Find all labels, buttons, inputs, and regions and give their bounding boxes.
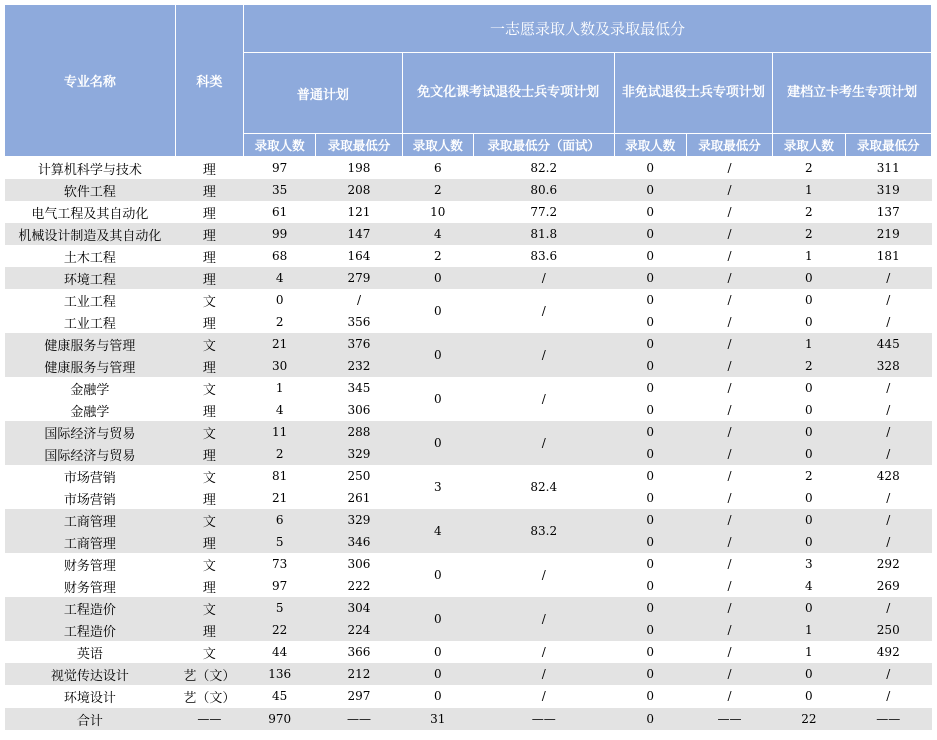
header-exempt-count: 录取人数 [402, 134, 473, 157]
category: 理 [202, 206, 216, 222]
general-count: 21 [244, 333, 316, 355]
category: 理 [202, 162, 216, 178]
table-row [5, 509, 932, 531]
category: 文 [175, 597, 243, 619]
nonexempt-min-score: / [727, 293, 732, 307]
general-count: 44 [272, 645, 288, 659]
table-row [5, 223, 932, 245]
header-nonexempt-count: 录取人数 [614, 134, 686, 157]
poverty-count: 2 [773, 223, 845, 245]
poverty-count: 0 [773, 267, 845, 289]
table-row [5, 641, 932, 663]
admission-table [4, 4, 932, 730]
exempt-count: 0 [433, 689, 442, 703]
table-body [5, 157, 932, 731]
nonexempt-count: 0 [614, 597, 686, 619]
nonexempt-count: 0 [646, 579, 655, 593]
total-row [5, 708, 932, 731]
general-min-score: 306 [347, 557, 371, 571]
general-min-score: 224 [316, 619, 402, 641]
nonexempt-count: 0 [614, 333, 686, 355]
table-row [5, 597, 932, 619]
nonexempt-min-score: / [686, 355, 772, 377]
general-min-score: 164 [347, 249, 371, 263]
category: 文 [175, 509, 243, 531]
general-count: 0 [275, 293, 284, 307]
exempt-min-score: / [473, 333, 614, 377]
major-name: 英语 [76, 646, 103, 662]
nonexempt-count: 0 [646, 249, 655, 263]
nonexempt-min-score: / [686, 333, 772, 355]
general-count: 5 [244, 597, 316, 619]
general-count: 73 [272, 557, 288, 571]
major-name: 金融学 [70, 404, 110, 420]
exempt-count: 10 [430, 205, 446, 219]
table-row [5, 421, 932, 443]
poverty-count: 2 [773, 355, 845, 377]
general-count: 81 [272, 469, 288, 483]
major-name: 电气工程及其自动化 [31, 206, 149, 222]
general-min-score: 198 [347, 161, 371, 175]
poverty-min-score: 492 [876, 645, 900, 659]
poverty-count: 0 [773, 531, 845, 553]
major-name: 健康服务与管理 [5, 333, 176, 355]
exempt-count: 0 [402, 553, 473, 597]
total-exempt-count: 31 [402, 708, 473, 731]
general-count: 1 [275, 381, 284, 395]
general-min-score: 329 [316, 509, 402, 531]
exempt-min-score: / [541, 645, 546, 659]
header-major-name: 专业名称 [5, 5, 176, 157]
total-poverty-count: 22 [773, 708, 845, 731]
general-count: 2 [244, 443, 316, 465]
category: 理 [175, 223, 243, 245]
general-min-score: 232 [316, 355, 402, 377]
nonexempt-count: 0 [646, 689, 655, 703]
nonexempt-min-score: / [727, 557, 732, 571]
general-min-score: 279 [316, 267, 402, 289]
poverty-count: 0 [805, 381, 813, 395]
major-name: 计算机科学与技术 [37, 162, 142, 178]
admission-table-container [4, 4, 932, 730]
poverty-count: 2 [805, 469, 813, 483]
header-group-general: 普通计划 [244, 53, 403, 134]
major-name: 工业工程 [63, 294, 116, 310]
exempt-min-score: / [473, 267, 614, 289]
exempt-count: 0 [402, 377, 473, 421]
general-min-score: 208 [316, 179, 402, 201]
nonexempt-count: 0 [646, 381, 655, 395]
poverty-min-score: 181 [876, 249, 900, 263]
table-row [5, 465, 932, 487]
poverty-count: 0 [773, 663, 845, 685]
general-min-score: 250 [347, 469, 371, 483]
general-count: 30 [244, 355, 316, 377]
nonexempt-min-score: / [686, 619, 772, 641]
poverty-min-score: 319 [845, 179, 932, 201]
poverty-count: 0 [773, 597, 845, 619]
nonexempt-count: 0 [614, 509, 686, 531]
exempt-count: 0 [402, 333, 473, 377]
major-name: 工商管理 [5, 509, 176, 531]
general-min-score: 121 [347, 205, 371, 219]
general-min-score: 261 [347, 491, 371, 505]
nonexempt-min-score: / [686, 443, 772, 465]
poverty-min-score: 328 [845, 355, 932, 377]
exempt-min-score: / [473, 553, 614, 597]
general-min-score: 306 [347, 403, 371, 417]
major-name: 工程造价 [5, 597, 176, 619]
general-count: 99 [244, 223, 316, 245]
table-row [5, 333, 932, 355]
exempt-min-score: 77.2 [530, 205, 558, 219]
category: 文 [202, 382, 216, 398]
table-row [5, 179, 932, 201]
general-min-score: 346 [316, 531, 402, 553]
general-min-score: 345 [347, 381, 371, 395]
category: 理 [202, 404, 216, 420]
total-label: 合计 [5, 708, 176, 731]
table-row [5, 267, 932, 289]
major-name: 健康服务与管理 [5, 355, 176, 377]
poverty-min-score: / [886, 403, 891, 417]
nonexempt-count: 0 [646, 161, 655, 175]
exempt-min-score: 83.6 [530, 249, 558, 263]
poverty-min-score: / [845, 531, 932, 553]
nonexempt-count: 0 [614, 619, 686, 641]
poverty-min-score: / [886, 293, 891, 307]
general-count: 2 [275, 315, 284, 329]
exempt-count: 4 [402, 509, 473, 553]
poverty-min-score: 219 [845, 223, 932, 245]
table-row [5, 289, 932, 311]
category: 艺（文） [183, 690, 236, 706]
exempt-count: 0 [402, 663, 473, 685]
category: 理 [202, 492, 216, 508]
header-poverty-count: 录取人数 [773, 134, 845, 157]
header-general-min: 录取最低分 [316, 134, 402, 157]
general-min-score: 366 [347, 645, 371, 659]
nonexempt-min-score: / [727, 381, 732, 395]
nonexempt-min-score: / [686, 663, 772, 685]
nonexempt-min-score: / [727, 403, 732, 417]
general-count: 4 [275, 403, 284, 417]
nonexempt-count: 0 [646, 491, 655, 505]
nonexempt-count: 0 [614, 355, 686, 377]
exempt-count: 0 [402, 267, 473, 289]
major-name: 机械设计制造及其自动化 [5, 223, 176, 245]
poverty-count: 0 [805, 293, 813, 307]
general-min-score: 356 [347, 315, 371, 329]
poverty-count: 0 [773, 421, 845, 443]
exempt-min-score: / [473, 289, 614, 333]
category: 文 [202, 646, 216, 662]
poverty-min-score: / [886, 381, 891, 395]
exempt-min-score: 81.8 [473, 223, 614, 245]
category: 理 [175, 179, 243, 201]
general-min-score: / [356, 293, 361, 307]
header-exempt-min: 录取最低分（面试） [473, 134, 614, 157]
poverty-min-score: 269 [876, 579, 900, 593]
poverty-min-score: / [886, 315, 891, 329]
table-row [5, 245, 932, 267]
poverty-min-score: / [845, 443, 932, 465]
general-count: 68 [272, 249, 288, 263]
major-name: 金融学 [70, 382, 110, 398]
nonexempt-min-score: / [727, 205, 732, 219]
header-nonexempt-min: 录取最低分 [686, 134, 772, 157]
major-name: 财务管理 [63, 580, 116, 596]
poverty-count: 0 [773, 443, 845, 465]
major-name: 市场营销 [63, 470, 116, 486]
general-min-score: 297 [347, 689, 371, 703]
poverty-count: 0 [805, 689, 813, 703]
general-min-score: 329 [316, 443, 402, 465]
exempt-count: 4 [402, 223, 473, 245]
poverty-min-score: / [845, 267, 932, 289]
table-row [5, 663, 932, 685]
nonexempt-count: 0 [646, 557, 655, 571]
major-name: 环境设计 [63, 690, 116, 706]
general-min-score: 288 [316, 421, 402, 443]
category: 理 [202, 316, 216, 332]
exempt-count: 6 [433, 161, 442, 175]
poverty-count: 4 [805, 579, 813, 593]
nonexempt-min-score: / [686, 267, 772, 289]
poverty-count: 1 [773, 333, 845, 355]
nonexempt-min-score: / [727, 579, 732, 593]
table-row [5, 553, 932, 575]
total-general-min-score: —— [316, 708, 402, 731]
table-row [5, 685, 932, 708]
poverty-min-score: / [845, 597, 932, 619]
nonexempt-min-score: / [727, 469, 732, 483]
exempt-min-score: / [473, 421, 614, 465]
nonexempt-count: 0 [614, 421, 686, 443]
general-count: 22 [244, 619, 316, 641]
nonexempt-min-score: / [727, 161, 732, 175]
major-name: 市场营销 [63, 492, 116, 508]
nonexempt-count: 0 [614, 531, 686, 553]
nonexempt-count: 0 [646, 205, 655, 219]
general-count: 5 [244, 531, 316, 553]
poverty-min-score: / [845, 421, 932, 443]
category: 理 [202, 580, 216, 596]
poverty-min-score: 311 [876, 161, 900, 175]
major-name: 软件工程 [5, 179, 176, 201]
header-group-poverty: 建档立卡考生专项计划 [773, 53, 932, 134]
exempt-count: 0 [402, 597, 473, 641]
header-general-count: 录取人数 [244, 134, 316, 157]
exempt-min-score: / [541, 689, 546, 703]
general-count: 11 [244, 421, 316, 443]
category: 文 [175, 421, 243, 443]
poverty-count: 1 [805, 645, 813, 659]
category: 艺（文） [175, 663, 243, 685]
total-general-count: 970 [244, 708, 316, 731]
poverty-min-score: / [886, 689, 891, 703]
nonexempt-count: 0 [614, 179, 686, 201]
nonexempt-min-score: / [686, 597, 772, 619]
general-min-score: 304 [316, 597, 402, 619]
major-name: 工程造价 [5, 619, 176, 641]
category: 理 [175, 619, 243, 641]
nonexempt-count: 0 [646, 469, 655, 483]
general-count: 136 [244, 663, 316, 685]
general-min-score: 212 [316, 663, 402, 685]
poverty-min-score: / [845, 509, 932, 531]
general-min-score: 147 [316, 223, 402, 245]
nonexempt-count: 0 [614, 443, 686, 465]
poverty-count: 0 [773, 509, 845, 531]
nonexempt-count: 0 [614, 663, 686, 685]
total-exempt-min-score: —— [473, 708, 614, 731]
total-nonexempt-min-score: —— [686, 708, 772, 731]
nonexempt-min-score: / [686, 531, 772, 553]
exempt-count: 2 [433, 249, 442, 263]
category: 理 [175, 443, 243, 465]
general-count: 6 [244, 509, 316, 531]
poverty-count: 2 [805, 205, 813, 219]
exempt-min-score: / [473, 377, 614, 421]
general-count: 45 [272, 689, 288, 703]
exempt-count: 0 [433, 645, 442, 659]
poverty-count: 0 [805, 315, 813, 329]
table-row [5, 377, 932, 399]
category: 理 [175, 531, 243, 553]
exempt-min-score: / [473, 597, 614, 641]
table-row [5, 201, 932, 223]
general-count: 21 [272, 491, 288, 505]
exempt-count: 3 [402, 465, 473, 509]
major-name: 环境工程 [5, 267, 176, 289]
nonexempt-min-score: / [686, 421, 772, 443]
poverty-min-score: 137 [876, 205, 900, 219]
nonexempt-min-score: / [686, 509, 772, 531]
nonexempt-min-score: / [727, 491, 732, 505]
major-name: 土木工程 [63, 250, 116, 266]
header-group-nonexempt: 非免试退役士兵专项计划 [614, 53, 773, 134]
nonexempt-min-score: / [727, 249, 732, 263]
exempt-min-score: 80.6 [473, 179, 614, 201]
general-count: 35 [244, 179, 316, 201]
header-category: 科类 [175, 5, 243, 157]
nonexempt-count: 0 [646, 645, 655, 659]
nonexempt-min-score: / [686, 179, 772, 201]
nonexempt-min-score: / [727, 645, 732, 659]
exempt-min-score: / [473, 663, 614, 685]
table-row [5, 157, 932, 180]
poverty-min-score: 250 [845, 619, 932, 641]
major-name: 国际经济与贸易 [5, 443, 176, 465]
header-poverty-min: 录取最低分 [845, 134, 932, 157]
nonexempt-count: 0 [646, 403, 655, 417]
nonexempt-min-score: / [727, 689, 732, 703]
nonexempt-min-score: / [686, 223, 772, 245]
category: 理 [202, 250, 216, 266]
category: 理 [175, 355, 243, 377]
poverty-min-score: 445 [845, 333, 932, 355]
category: 文 [175, 333, 243, 355]
total-nonexempt-count: 0 [614, 708, 686, 731]
poverty-count: 3 [805, 557, 813, 571]
exempt-min-score: 83.2 [473, 509, 614, 553]
exempt-min-score: 82.4 [473, 465, 614, 509]
poverty-count: 1 [805, 249, 813, 263]
nonexempt-count: 0 [614, 223, 686, 245]
major-name: 财务管理 [63, 558, 116, 574]
poverty-min-score: / [845, 663, 932, 685]
nonexempt-min-score: / [727, 315, 732, 329]
general-count: 4 [244, 267, 316, 289]
exempt-count: 0 [402, 289, 473, 333]
general-count: 97 [272, 579, 288, 593]
major-name: 工商管理 [5, 531, 176, 553]
header-title: 一志愿录取人数及录取最低分 [244, 5, 932, 53]
category: 文 [202, 294, 216, 310]
poverty-count: 2 [805, 161, 813, 175]
poverty-count: 1 [773, 619, 845, 641]
category: 理 [175, 267, 243, 289]
general-min-score: 222 [347, 579, 371, 593]
category: 文 [202, 470, 216, 486]
category: 文 [202, 558, 216, 574]
nonexempt-count: 0 [614, 267, 686, 289]
nonexempt-count: 0 [646, 293, 655, 307]
poverty-count: 1 [773, 179, 845, 201]
general-min-score: 376 [316, 333, 402, 355]
major-name: 国际经济与贸易 [5, 421, 176, 443]
total-poverty-min-score: —— [845, 708, 932, 731]
general-count: 61 [272, 205, 288, 219]
general-count: 97 [272, 161, 288, 175]
poverty-count: 0 [805, 403, 813, 417]
poverty-min-score: 428 [876, 469, 900, 483]
poverty-count: 0 [805, 491, 813, 505]
exempt-min-score: 82.2 [530, 161, 558, 175]
exempt-count: 0 [402, 421, 473, 465]
table-header [5, 5, 932, 157]
header-group-exempt: 免文化课考试退役士兵专项计划 [402, 53, 614, 134]
poverty-min-score: / [886, 491, 891, 505]
major-name: 视觉传达设计 [5, 663, 176, 685]
total-category: —— [175, 708, 243, 731]
nonexempt-count: 0 [646, 315, 655, 329]
poverty-min-score: 292 [876, 557, 900, 571]
exempt-count: 2 [402, 179, 473, 201]
major-name: 工业工程 [63, 316, 116, 332]
